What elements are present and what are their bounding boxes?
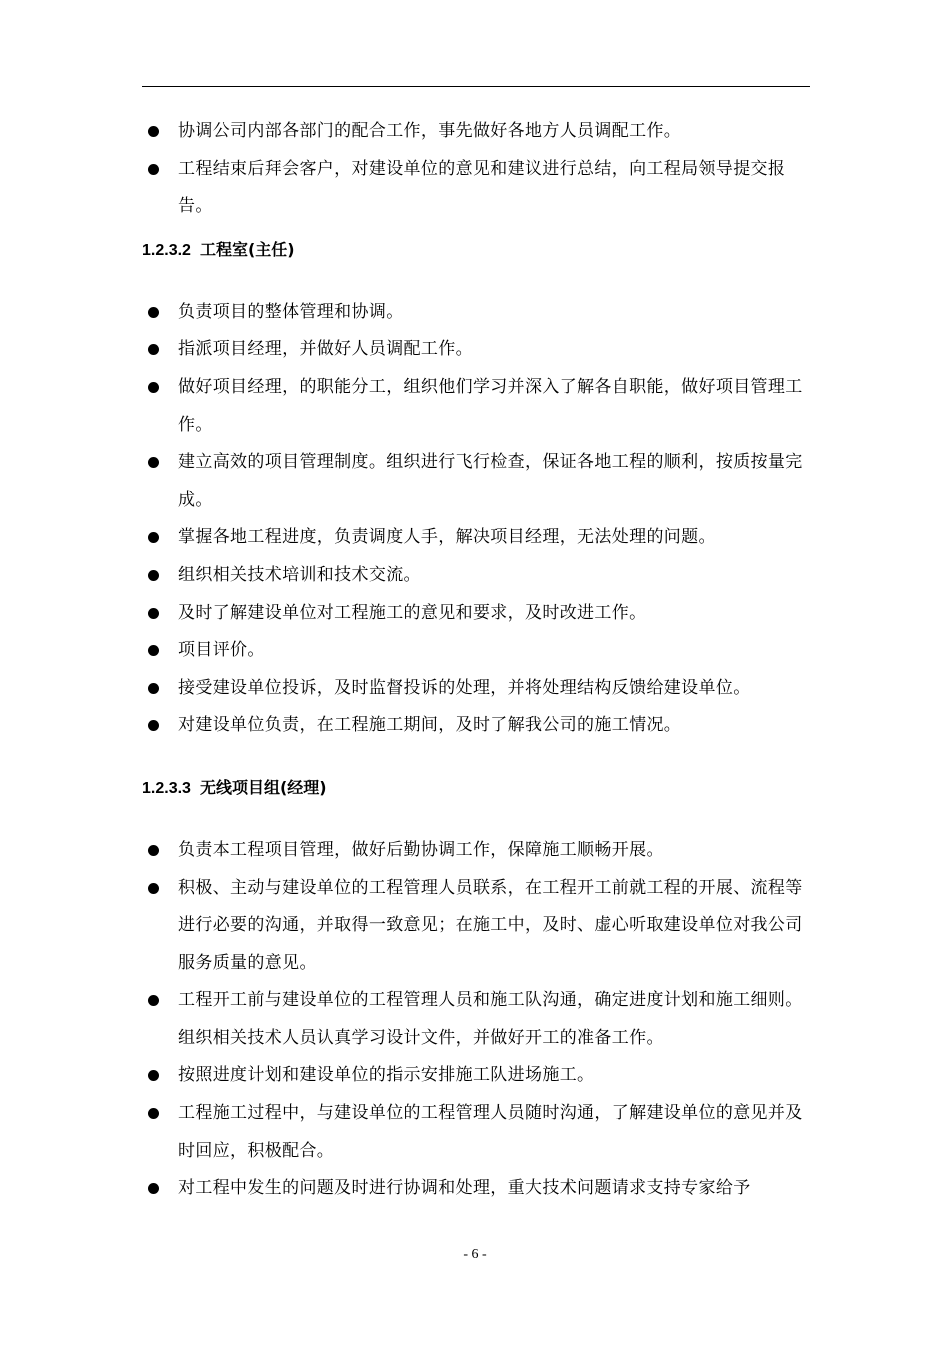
section-heading (142, 238, 810, 263)
list-item-text: 项目评价。 (178, 640, 265, 661)
list-item (142, 444, 810, 519)
list-item (142, 870, 810, 983)
bullet-dot-icon (148, 995, 159, 1006)
bullet-dot-icon (148, 1070, 159, 1081)
list-item-text: 建立高效的项目管理制度。组织进行飞行检查，保证各地工程的顺利，按质按量完成。 (178, 452, 803, 510)
list-item-text: 组织相关技术培训和技术交流。 (178, 564, 421, 585)
list-item (142, 595, 810, 633)
list-item-text: 对建设单位负责，在工程施工期间，及时了解我公司的施工情况。 (178, 715, 682, 736)
list-item-text: 掌握各地工程进度，负责调度人手，解决项目经理，无法处理的问题。 (178, 527, 716, 548)
bullet-dot-icon (148, 1183, 159, 1194)
section-number: 1.2.3.2 (142, 241, 191, 259)
list-item-text: 指派项目经理，并做好人员调配工作。 (178, 339, 473, 360)
list-item (142, 557, 810, 595)
document-body (142, 113, 810, 1208)
bullet-dot-icon (148, 457, 159, 468)
bullet-dot-icon (148, 720, 159, 731)
list-item (142, 982, 810, 1057)
list-item (142, 331, 810, 369)
bullet-dot-icon (148, 307, 159, 318)
bullet-list-3 (142, 832, 810, 1208)
bullet-dot-icon (148, 883, 159, 894)
list-item (142, 519, 810, 557)
list-item (142, 707, 810, 745)
bullet-dot-icon (148, 126, 159, 137)
list-item-text: 负责本工程项目管理，做好后勤协调工作，保障施工顺畅开展。 (178, 839, 664, 860)
list-item-text: 对工程中发生的问题及时进行协调和处理，重大技术问题请求支持专家给予 (178, 1178, 751, 1199)
section-heading (142, 776, 810, 801)
list-item-text: 协调公司内部各部门的配合工作，事先做好各地方人员调配工作。 (178, 121, 682, 141)
list-item-text: 按照进度计划和建设单位的指示安排施工队进场施工。 (178, 1065, 595, 1086)
bullet-list-2 (142, 294, 810, 745)
list-item-text: 及时了解建设单位对工程施工的意见和要求，及时改进工作。 (178, 602, 647, 623)
bullet-dot-icon (148, 608, 159, 619)
list-item-text: 工程开工前与建设单位的工程管理人员和施工队沟通，确定进度计划和施工细则。组织相关技术人员认真学习设计文件，并做好开工的准备工作。 (178, 990, 803, 1048)
header-rule (142, 86, 810, 87)
section-number: 1.2.3.3 (142, 779, 191, 797)
page-number: - 6 - (463, 1247, 487, 1262)
list-item-text: 负责项目的整体管理和协调。 (178, 301, 404, 322)
list-item (142, 670, 810, 708)
bullet-dot-icon (148, 382, 159, 393)
list-item (142, 294, 810, 332)
list-item-text: 接受建设单位投诉，及时监督投诉的处理，并将处理结构反馈给建设单位。 (178, 677, 751, 698)
list-item (142, 1095, 810, 1170)
bullet-dot-icon (148, 845, 159, 856)
list-item (142, 632, 810, 670)
list-item (142, 113, 810, 151)
bullet-dot-icon (148, 344, 159, 355)
list-item (142, 832, 810, 870)
list-item-text: 工程施工过程中，与建设单位的工程管理人员随时沟通，了解建设单位的意见并及时回应，积极配合。 (178, 1103, 803, 1161)
list-item (142, 369, 810, 444)
bullet-dot-icon (148, 683, 159, 694)
list-item (142, 1057, 810, 1095)
bullet-list-1 (142, 113, 810, 226)
bullet-dot-icon (148, 645, 159, 656)
list-item (142, 151, 810, 226)
list-item-text: 积极、主动与建设单位的工程管理人员联系，在工程开工前就工程的开展、流程等进行必要的沟通，并取得一致意见；在施工中，及时、虚心听取建设单位对我公司服务质量的意见。 (178, 877, 803, 973)
bullet-dot-icon (148, 532, 159, 543)
list-item-text: 工程结束后拜会客户，对建设单位的意见和建议进行总结，向工程局领导提交报告。 (178, 158, 786, 217)
bullet-dot-icon (148, 570, 159, 581)
bullet-dot-icon (148, 1108, 159, 1119)
list-item (142, 1170, 810, 1208)
list-item-text: 做好项目经理，的职能分工，组织他们学习并深入了解各自职能，做好项目管理工作。 (178, 376, 803, 435)
bullet-dot-icon (148, 164, 159, 175)
section-title: 无线项目组(经理) (199, 777, 327, 797)
section-title: 工程室(主任) (199, 239, 295, 259)
